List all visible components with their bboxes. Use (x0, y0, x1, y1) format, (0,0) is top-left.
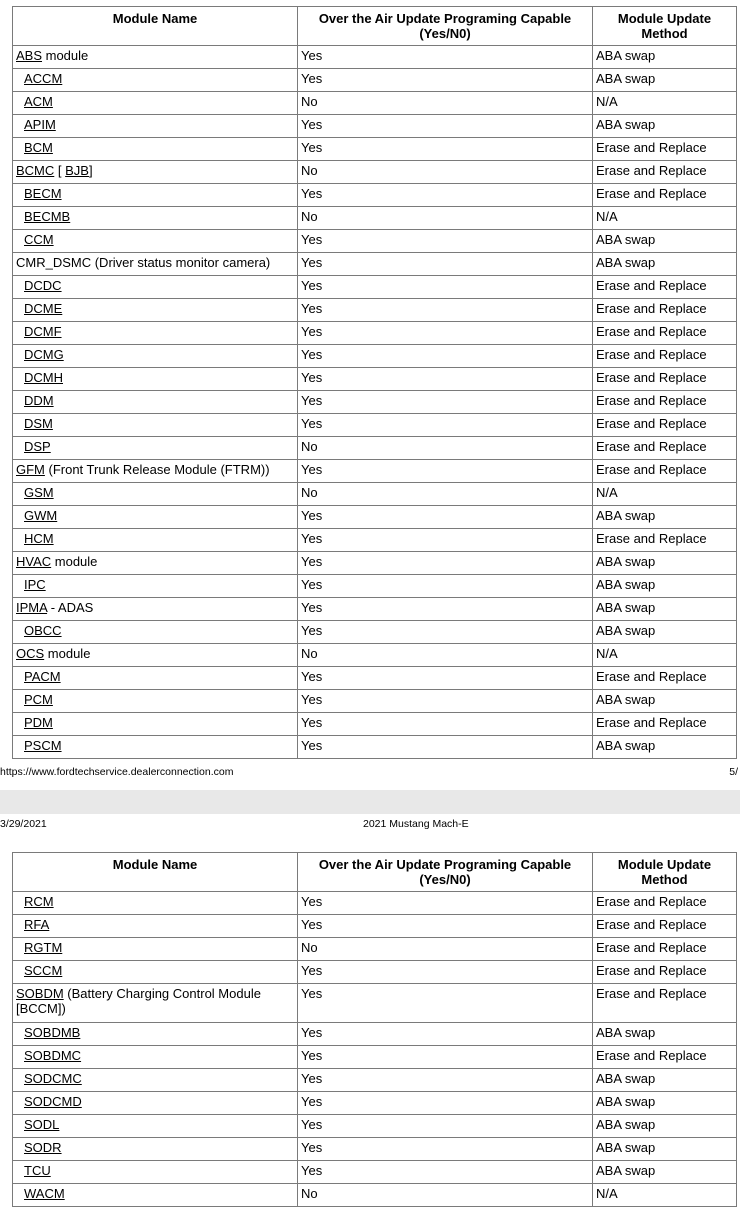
ota-capable-cell: Yes (298, 230, 593, 253)
module-link[interactable]: SODL (24, 1117, 60, 1132)
table-row (13, 46, 737, 69)
module-name-cell (13, 391, 298, 414)
table-row (13, 736, 737, 759)
module-name-separator: [ (54, 163, 66, 178)
module-link[interactable]: BJB (65, 163, 89, 178)
module-link[interactable]: GFM (16, 462, 45, 477)
module-link[interactable]: DCDC (24, 278, 62, 293)
update-method-cell: ABA swap (593, 598, 737, 621)
table-row (13, 299, 737, 322)
ota-capable-cell: Yes (298, 368, 593, 391)
module-link[interactable]: SOBDMB (24, 1025, 81, 1040)
module-name-cell (13, 552, 298, 575)
update-method-cell: Erase and Replace (593, 322, 737, 345)
module-link[interactable]: RFA (24, 917, 50, 932)
module-name-text: module (42, 48, 89, 63)
module-name-cell (13, 1138, 298, 1161)
ota-capable-cell: Yes (298, 506, 593, 529)
ota-capable-cell: Yes (298, 961, 593, 984)
ota-capable-cell: Yes (298, 253, 593, 276)
module-name-cell (13, 690, 298, 713)
module-name-text: CMR_DSMC (Driver status monitor camera) (16, 255, 271, 270)
module-name-cell (13, 483, 298, 506)
module-link[interactable]: PACM (24, 669, 61, 684)
module-name-cell (13, 1046, 298, 1069)
update-method-cell: Erase and Replace (593, 437, 737, 460)
ota-capable-cell: No (298, 161, 593, 184)
ota-capable-cell: Yes (298, 184, 593, 207)
module-name-cell (13, 69, 298, 92)
update-method-cell: ABA swap (593, 552, 737, 575)
update-method-cell: N/A (593, 92, 737, 115)
update-method-cell: Erase and Replace (593, 938, 737, 961)
module-name-cell (13, 1161, 298, 1184)
ota-capable-cell: Yes (298, 299, 593, 322)
table-row (13, 1161, 737, 1184)
update-method-cell: ABA swap (593, 736, 737, 759)
update-method-cell: ABA swap (593, 253, 737, 276)
ota-capable-cell: Yes (298, 529, 593, 552)
table-row (13, 1046, 737, 1069)
table-row (13, 230, 737, 253)
module-table-page-1 (12, 6, 737, 759)
update-method-cell: Erase and Replace (593, 414, 737, 437)
module-link[interactable]: BECM (24, 186, 62, 201)
table-row (13, 690, 737, 713)
module-name-cell (13, 915, 298, 938)
module-name-cell (13, 207, 298, 230)
update-method-cell: Erase and Replace (593, 345, 737, 368)
module-name-cell (13, 644, 298, 667)
ota-capable-cell: Yes (298, 391, 593, 414)
update-method-cell: N/A (593, 644, 737, 667)
module-name-cell (13, 184, 298, 207)
module-link[interactable]: DSM (24, 416, 53, 431)
header-title: 2021 Mustang Mach-E (363, 818, 469, 830)
update-method-cell: N/A (593, 483, 737, 506)
module-name-cell (13, 938, 298, 961)
module-name-cell (13, 1115, 298, 1138)
module-link[interactable]: CCM (24, 232, 54, 247)
update-method-cell: ABA swap (593, 1138, 737, 1161)
update-method-cell: Erase and Replace (593, 915, 737, 938)
module-name-cell (13, 1092, 298, 1115)
module-name-cell (13, 736, 298, 759)
update-method-cell: ABA swap (593, 1161, 737, 1184)
table-row (13, 1184, 737, 1207)
ota-capable-cell: No (298, 437, 593, 460)
update-method-cell: Erase and Replace (593, 368, 737, 391)
column-header-ota: Over the Air Update Programing Capable (Yes/N0) (298, 7, 593, 46)
update-method-cell: Erase and Replace (593, 161, 737, 184)
update-method-cell: ABA swap (593, 621, 737, 644)
module-link[interactable]: RGTM (24, 940, 63, 955)
update-method-cell: ABA swap (593, 1092, 737, 1115)
module-name-cell (13, 529, 298, 552)
table-row (13, 984, 737, 1023)
table-body (13, 46, 737, 759)
ota-capable-cell: Yes (298, 1138, 593, 1161)
update-method-cell: Erase and Replace (593, 1046, 737, 1069)
table-row (13, 938, 737, 961)
module-link[interactable]: DCMH (24, 370, 63, 385)
module-link[interactable]: SODCMC (24, 1071, 82, 1086)
module-link[interactable]: SODR (24, 1140, 62, 1155)
ota-capable-cell: Yes (298, 345, 593, 368)
table-row (13, 644, 737, 667)
footer-url: https://www.fordtechservice.dealerconnection.com (0, 766, 234, 778)
update-method-cell: Erase and Replace (593, 138, 737, 161)
module-name-cell (13, 621, 298, 644)
table-row (13, 115, 737, 138)
column-header-ota: Over the Air Update Programing Capable (Yes/N0) (298, 853, 593, 892)
ota-capable-cell: Yes (298, 322, 593, 345)
table-row (13, 161, 737, 184)
module-link[interactable]: HVAC (16, 554, 52, 569)
table-row (13, 138, 737, 161)
module-link[interactable]: GWM (24, 508, 58, 523)
footer-page-number: 5/ (729, 766, 738, 778)
table-row (13, 506, 737, 529)
module-name-cell (13, 1069, 298, 1092)
module-name-cell (13, 437, 298, 460)
ota-capable-cell: No (298, 1184, 593, 1207)
module-name-cell (13, 892, 298, 915)
table-row (13, 713, 737, 736)
ota-capable-cell: Yes (298, 552, 593, 575)
module-link[interactable]: PDM (24, 715, 53, 730)
module-link[interactable]: BECMB (24, 209, 71, 224)
table-row (13, 1138, 737, 1161)
table-row (13, 598, 737, 621)
update-method-cell: Erase and Replace (593, 460, 737, 483)
ota-capable-cell: No (298, 207, 593, 230)
table-header-row (13, 853, 737, 892)
ota-capable-cell: Yes (298, 460, 593, 483)
ota-capable-cell: Yes (298, 621, 593, 644)
module-name-cell (13, 299, 298, 322)
table-row (13, 368, 737, 391)
table-row (13, 1115, 737, 1138)
module-link[interactable]: BCMC (16, 163, 55, 178)
update-method-cell: Erase and Replace (593, 961, 737, 984)
module-name-cell (13, 667, 298, 690)
module-name-cell (13, 961, 298, 984)
table-row (13, 92, 737, 115)
table-row (13, 1069, 737, 1092)
update-method-cell: Erase and Replace (593, 529, 737, 552)
module-name-cell (13, 276, 298, 299)
module-link[interactable]: SCCM (24, 963, 63, 978)
module-link[interactable]: IPC (24, 577, 46, 592)
update-method-cell: ABA swap (593, 1069, 737, 1092)
module-link[interactable]: ACCM (24, 71, 63, 86)
ota-capable-cell: Yes (298, 598, 593, 621)
module-name-cell (13, 598, 298, 621)
update-method-cell: Erase and Replace (593, 713, 737, 736)
module-link[interactable]: ABS (16, 48, 43, 63)
table-row (13, 253, 737, 276)
module-name-text: - ADAS (47, 600, 94, 615)
update-method-cell: Erase and Replace (593, 667, 737, 690)
module-name-cell (13, 138, 298, 161)
table-row (13, 391, 737, 414)
ota-capable-cell: Yes (298, 575, 593, 598)
ota-capable-cell: Yes (298, 690, 593, 713)
module-name-cell (13, 161, 298, 184)
ota-capable-cell: Yes (298, 1161, 593, 1184)
table-row (13, 915, 737, 938)
ota-capable-cell: Yes (298, 138, 593, 161)
table-row (13, 322, 737, 345)
module-link[interactable]: DDM (24, 393, 54, 408)
table-row (13, 1092, 737, 1115)
table-row (13, 437, 737, 460)
module-link[interactable]: SOBDMC (24, 1048, 82, 1063)
update-method-cell: Erase and Replace (593, 984, 737, 1023)
module-name-cell (13, 92, 298, 115)
update-method-cell: Erase and Replace (593, 184, 737, 207)
ota-capable-cell: Yes (298, 69, 593, 92)
table-row (13, 529, 737, 552)
update-method-cell: ABA swap (593, 575, 737, 598)
ota-capable-cell: Yes (298, 984, 593, 1023)
table-body (13, 892, 737, 1207)
table-row (13, 483, 737, 506)
module-link[interactable]: APIM (24, 117, 56, 132)
module-link[interactable]: DCMG (24, 347, 64, 362)
ota-capable-cell: Yes (298, 892, 593, 915)
module-name-cell (13, 575, 298, 598)
module-link[interactable]: BCM (24, 140, 53, 155)
update-method-cell: Erase and Replace (593, 299, 737, 322)
module-name-cell (13, 368, 298, 391)
module-name-cell (13, 1023, 298, 1046)
module-name-cell (13, 345, 298, 368)
module-link[interactable]: DCMF (24, 324, 62, 339)
table-row (13, 1023, 737, 1046)
table-row (13, 207, 737, 230)
module-link[interactable]: DCME (24, 301, 63, 316)
update-method-cell: ABA swap (593, 115, 737, 138)
ota-capable-cell: Yes (298, 1046, 593, 1069)
update-method-cell: N/A (593, 1184, 737, 1207)
ota-capable-cell: Yes (298, 414, 593, 437)
update-method-cell: Erase and Replace (593, 276, 737, 299)
ota-capable-cell: Yes (298, 1092, 593, 1115)
module-name-cell (13, 414, 298, 437)
update-method-cell: ABA swap (593, 1023, 737, 1046)
module-link[interactable]: OCS (16, 646, 45, 661)
ota-capable-cell: Yes (298, 46, 593, 69)
module-link[interactable]: TCU (24, 1163, 51, 1178)
module-table-page-2 (12, 852, 737, 1207)
table-row (13, 345, 737, 368)
module-name-text: (Front Trunk Release Module (FTRM)) (44, 462, 270, 477)
table-row (13, 667, 737, 690)
module-link[interactable]: SODCMD (24, 1094, 82, 1109)
table-row (13, 276, 737, 299)
module-link[interactable]: WACM (24, 1186, 65, 1201)
ota-capable-cell: Yes (298, 1023, 593, 1046)
update-method-cell: ABA swap (593, 506, 737, 529)
table-row (13, 961, 737, 984)
update-method-cell: N/A (593, 207, 737, 230)
module-name-cell (13, 460, 298, 483)
module-name-text: ] (88, 163, 93, 178)
module-name-cell (13, 253, 298, 276)
module-name-text: module (51, 554, 98, 569)
ota-capable-cell: Yes (298, 115, 593, 138)
ota-capable-cell: No (298, 483, 593, 506)
table-row (13, 575, 737, 598)
module-link[interactable]: RCM (24, 894, 54, 909)
module-name-cell (13, 1184, 298, 1207)
module-link[interactable]: PSCM (24, 738, 62, 753)
module-link[interactable]: GSM (24, 485, 54, 500)
ota-capable-cell: No (298, 938, 593, 961)
module-link[interactable]: ACM (24, 94, 53, 109)
module-link[interactable]: OBCC (24, 623, 62, 638)
update-method-cell: ABA swap (593, 230, 737, 253)
page-gap (0, 790, 740, 814)
module-name-cell (13, 984, 298, 1023)
update-method-cell: ABA swap (593, 690, 737, 713)
module-name-text: module (44, 646, 91, 661)
module-link[interactable]: PCM (24, 692, 53, 707)
ota-capable-cell: Yes (298, 915, 593, 938)
table-row (13, 460, 737, 483)
header-date: 3/29/2021 (0, 818, 47, 830)
update-method-cell: ABA swap (593, 46, 737, 69)
module-name-cell (13, 115, 298, 138)
update-method-cell: ABA swap (593, 1115, 737, 1138)
module-name-cell (13, 713, 298, 736)
table-header-row (13, 7, 737, 46)
table-row (13, 892, 737, 915)
ota-capable-cell: No (298, 92, 593, 115)
ota-capable-cell: Yes (298, 713, 593, 736)
table-row (13, 414, 737, 437)
module-link[interactable]: IPMA (16, 600, 48, 615)
table-row (13, 184, 737, 207)
module-name-text: (Battery Charging Control Module [BCCM]) (16, 986, 261, 1016)
ota-capable-cell: No (298, 644, 593, 667)
table-row (13, 621, 737, 644)
module-name-cell (13, 46, 298, 69)
column-header-module-name: Module Name (13, 853, 298, 892)
column-header-module-name: Module Name (13, 7, 298, 46)
update-method-cell: Erase and Replace (593, 391, 737, 414)
column-header-method: Module Update Method (593, 7, 737, 46)
column-header-method: Module Update Method (593, 853, 737, 892)
module-name-cell (13, 322, 298, 345)
module-link[interactable]: HCM (24, 531, 54, 546)
ota-capable-cell: Yes (298, 1115, 593, 1138)
ota-capable-cell: Yes (298, 736, 593, 759)
update-method-cell: Erase and Replace (593, 892, 737, 915)
ota-capable-cell: Yes (298, 667, 593, 690)
table-row (13, 552, 737, 575)
ota-capable-cell: Yes (298, 1069, 593, 1092)
update-method-cell: ABA swap (593, 69, 737, 92)
module-link[interactable]: SOBDM (16, 986, 64, 1001)
module-link[interactable]: DSP (24, 439, 51, 454)
module-name-cell (13, 230, 298, 253)
module-name-cell (13, 506, 298, 529)
ota-capable-cell: Yes (298, 276, 593, 299)
table-row (13, 69, 737, 92)
